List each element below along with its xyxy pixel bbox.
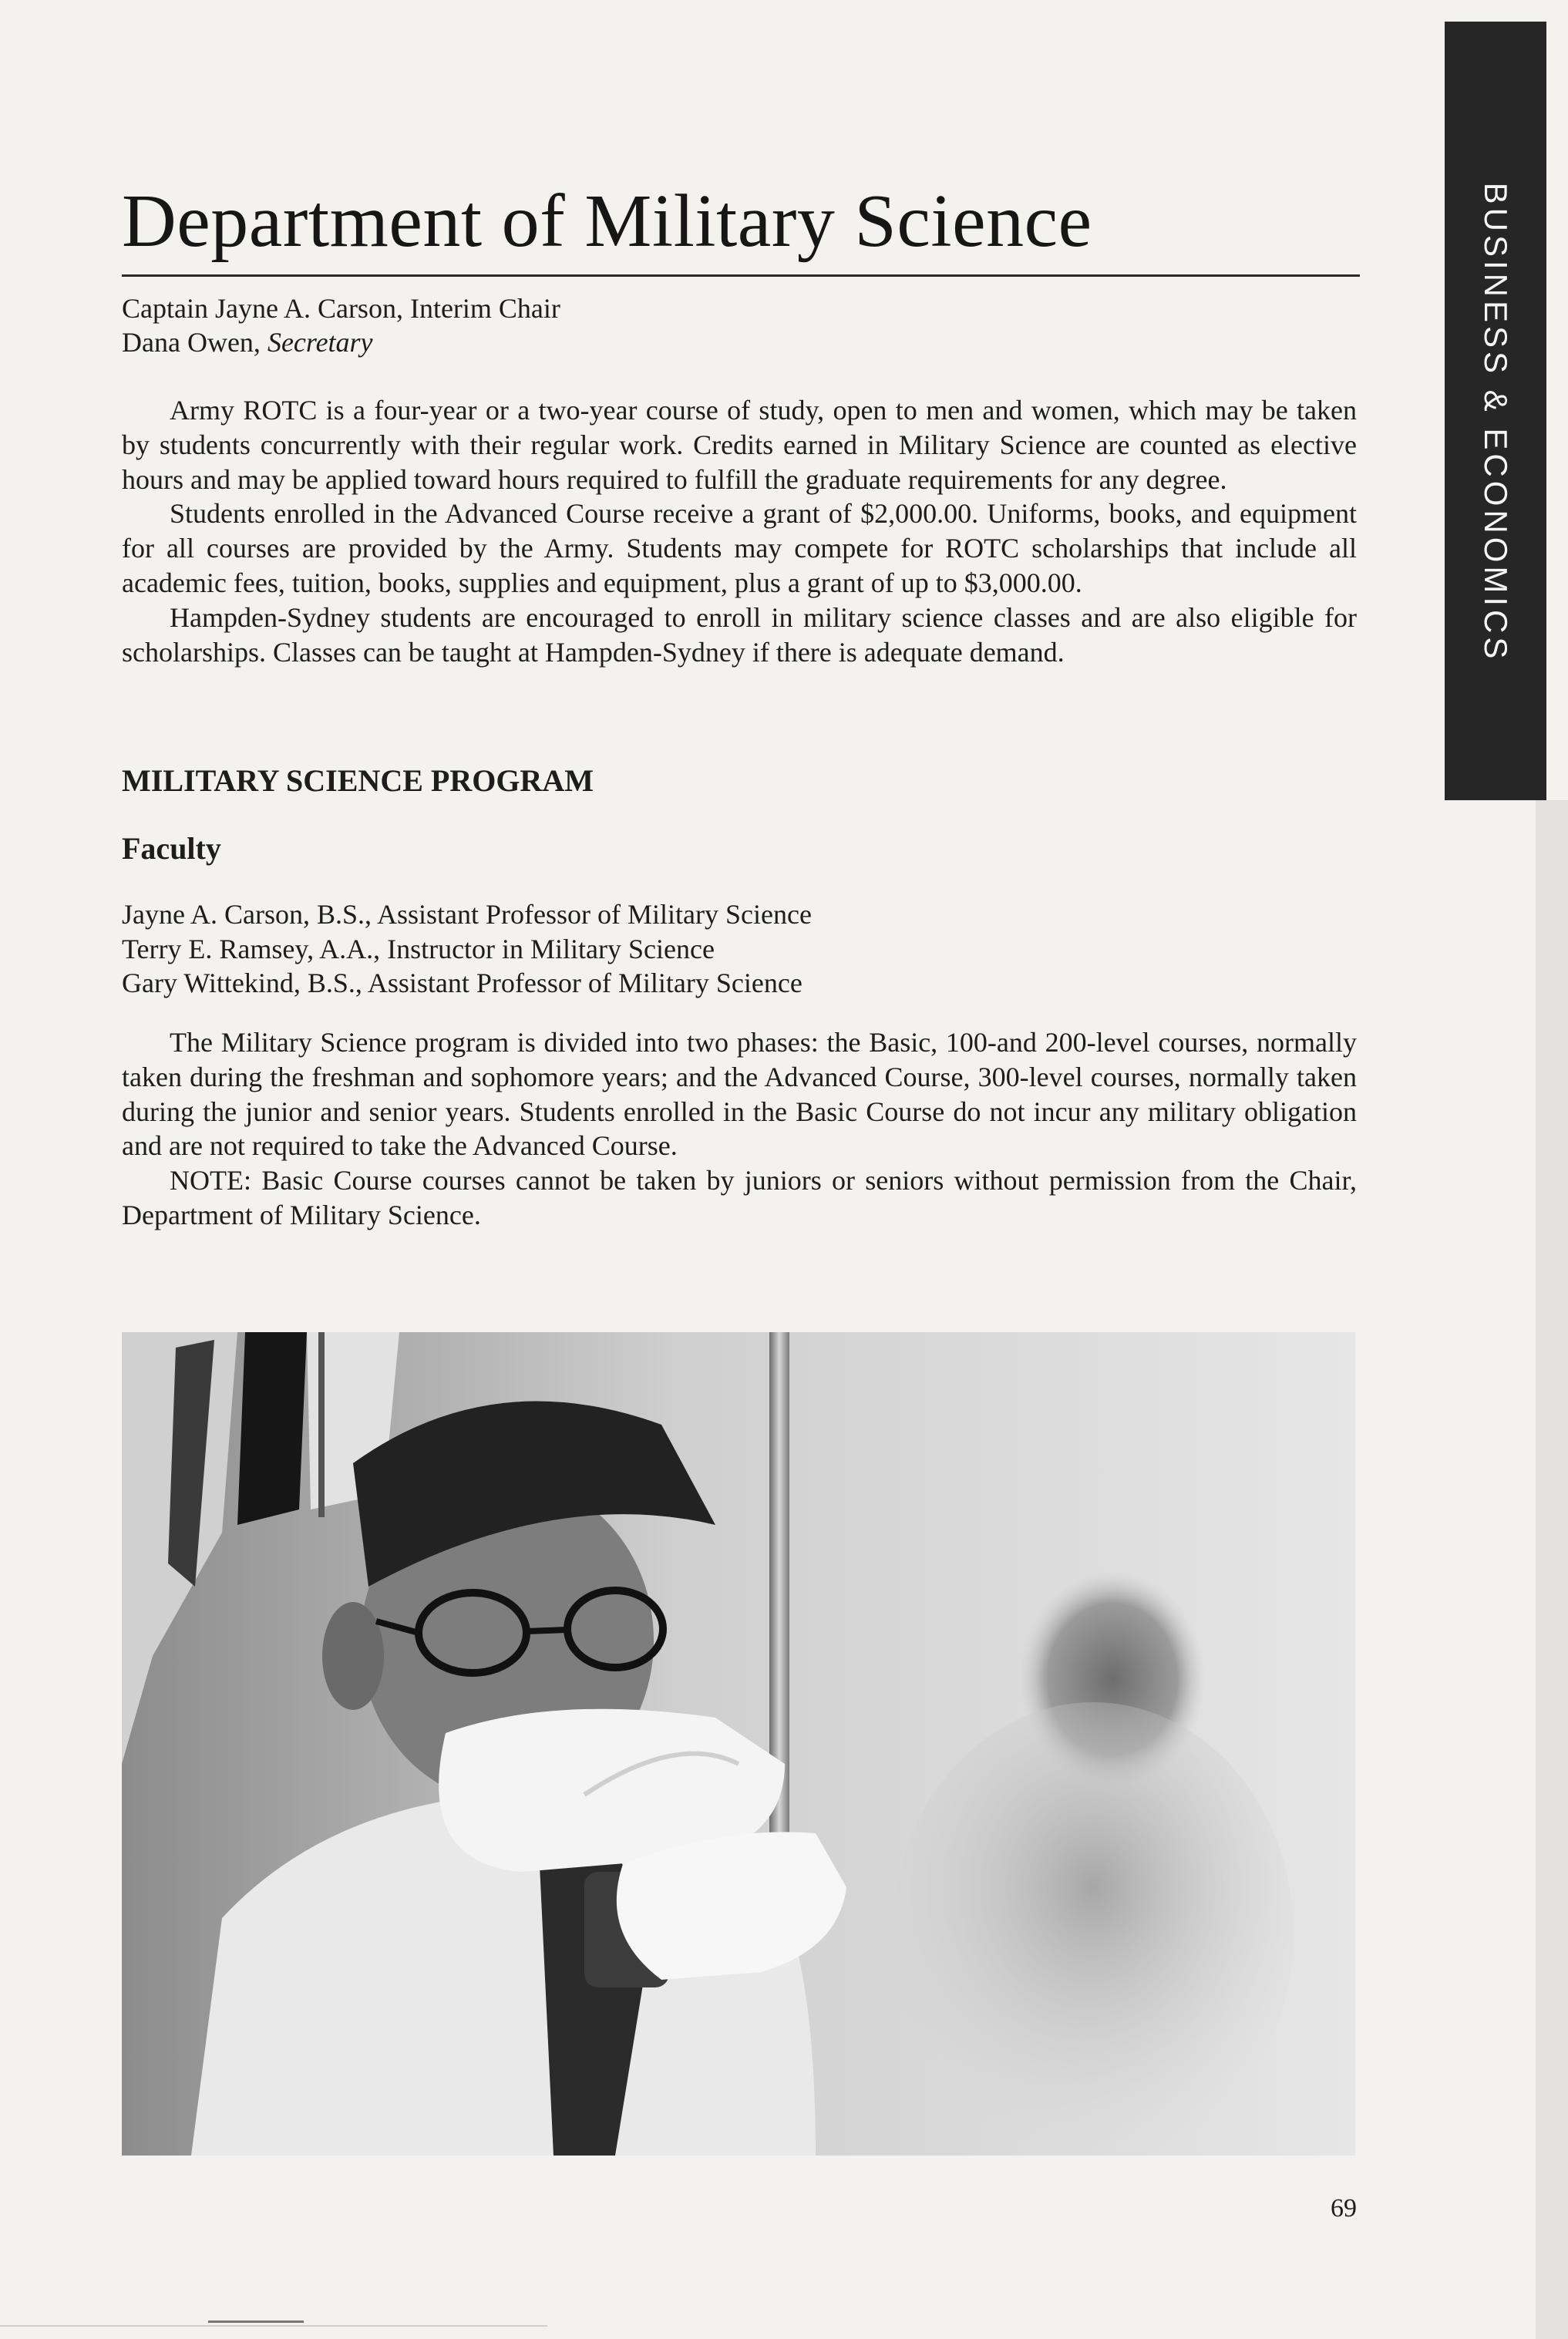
paragraph: The Military Science program is divided into two phases: the Basic, 100-and 200-level courses, normally taken during the freshman and sophomore years; and the Advanced Course, 300-level courses, normally taken during the junior and senior years. Students enrolled in the Basic Course do not incur any military obligation and are not required to take the Advanced Course. [122,1027,1357,1162]
section-heading: MILITARY SCIENCE PROGRAM [122,763,594,798]
title-rule [122,274,1360,277]
staff-list [122,291,560,359]
cadet-photo-illustration [122,1332,1355,2156]
bottom-rule [0,2325,547,2327]
staff-line [122,325,560,359]
intro-text [122,393,1357,669]
page-number: 69 [1331,2194,1357,2223]
paragraph: Students enrolled in the Advanced Course receive a grant of $2,000.00. Uniforms, books, and equipment for all courses are provided by the Army. Students may compete for ROTC scholarships that include all academic fees, tuition, books, supplies and equipment, plus a grant of up to $3,000.00. [122,498,1357,598]
paragraph: Army ROTC is a four-year or a two-year course of study, open to men and women, which may be taken by students concurrently with their regular work. Credits earned in Military Science are counted as elective hours and may be applied toward hours required to fulfill the graduate requirements for any degree. [122,395,1357,495]
staff-name: Captain Jayne A. Carson, [122,293,410,324]
program-text [122,1025,1357,1233]
staff-role: Interim Chair [409,293,560,324]
section-side-tab [1445,22,1546,800]
faculty-heading: Faculty [122,831,221,866]
paragraph: Hampden-Sydney students are encouraged to enroll in military science classes and are also eligible for scholarships. Classes can be taught at Hampden-Sydney if there is adequate demand. [122,601,1357,668]
faculty-list [122,897,812,1001]
faculty-member: Jayne A. Carson, B.S., Assistant Professor of Military Science [122,899,812,930]
page-edge-strip [1536,800,1568,2339]
faculty-member: Terry E. Ramsey, A.A., Instructor in Military Science [122,933,715,964]
cadet-photo [122,1332,1355,2156]
page-title: Department of Military Science [122,180,1092,263]
staff-role: Secretary [267,327,373,358]
side-tab-label: BUSINESS & ECONOMICS [1478,182,1514,663]
bottom-mark [208,2320,304,2323]
staff-name: Dana Owen, [122,327,268,358]
staff-line [122,291,560,325]
paragraph: NOTE: Basic Course courses cannot be taken by juniors or seniors without permission from the Chair, Department of Military Science. [122,1165,1357,1230]
faculty-member: Gary Wittekind, B.S., Assistant Professor of Military Science [122,968,803,998]
